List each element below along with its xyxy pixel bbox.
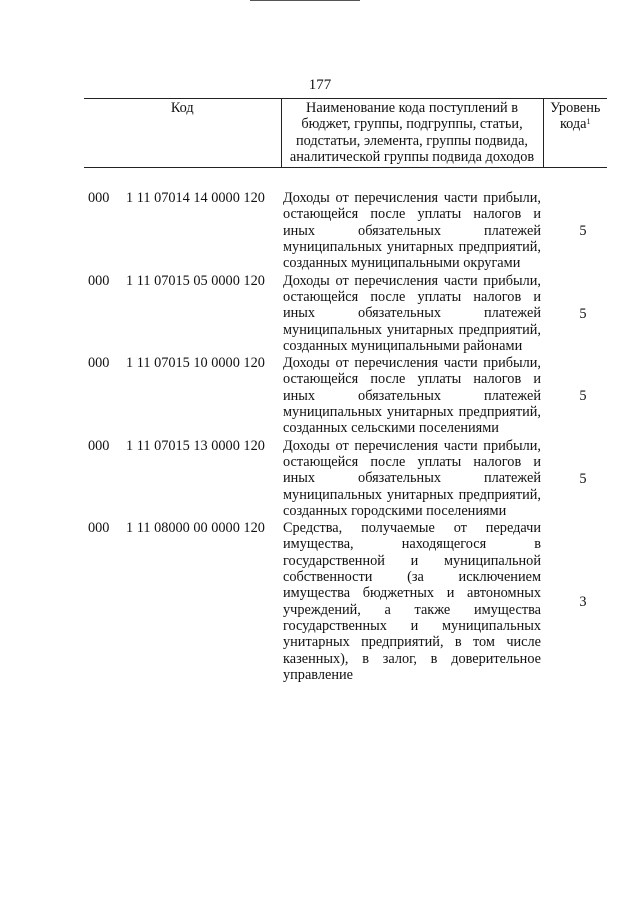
code-cell bbox=[84, 355, 281, 437]
table-body bbox=[84, 168, 607, 684]
revenue-code: 1 11 07015 10 0000 120 bbox=[126, 355, 265, 372]
table-header bbox=[84, 99, 607, 168]
name-cell: Доходы от перечисления части прибыли, остающейся после уплаты налогов и иных обязательных платежей муниципальных унитарных предприятий, созданных городскими поселениями bbox=[283, 437, 541, 519]
admin-code: 000 bbox=[88, 272, 110, 289]
admin-code: 000 bbox=[88, 437, 110, 454]
header-level-label: Уровень кода bbox=[550, 100, 601, 133]
name-cell: Доходы от перечисления части прибыли, остающейся после уплаты налогов и иных обязательных платежей муниципальных унитарных предприятий, созданных муниципальными районами bbox=[283, 272, 541, 354]
level-cell: 5 bbox=[579, 388, 587, 405]
table-row bbox=[84, 190, 607, 272]
table-row bbox=[84, 438, 607, 520]
name-cell: Доходы от перечисления части прибыли, остающейся после уплаты налогов и иных обязательных платежей муниципальных унитарных предприятий, созданных сельскими поселениями bbox=[283, 355, 541, 437]
code-cell bbox=[84, 273, 281, 355]
header-level bbox=[543, 99, 607, 168]
footnote-marker: 1 bbox=[586, 117, 591, 127]
table-row bbox=[84, 520, 607, 684]
table-row bbox=[84, 355, 607, 437]
level-cell: 5 bbox=[579, 305, 587, 322]
revenue-code: 1 11 07015 05 0000 120 bbox=[126, 272, 265, 289]
header-code: Код bbox=[84, 99, 281, 168]
admin-code: 000 bbox=[88, 520, 110, 537]
admin-code: 000 bbox=[88, 355, 110, 372]
code-cell bbox=[84, 520, 281, 684]
admin-code: 000 bbox=[88, 190, 110, 207]
code-cell bbox=[84, 438, 281, 520]
name-cell: Доходы от перечисления части прибыли, остающейся после уплаты налогов и иных обязательных платежей муниципальных унитарных предприятий, созданных муниципальными округами bbox=[283, 190, 541, 272]
level-cell: 5 bbox=[579, 470, 587, 487]
revenue-code: 1 11 07015 13 0000 120 bbox=[126, 437, 265, 454]
table-row bbox=[84, 273, 607, 355]
revenue-code: 1 11 07014 14 0000 120 bbox=[126, 190, 265, 207]
level-cell: 3 bbox=[579, 593, 587, 610]
scan-top-mark bbox=[250, 0, 360, 1]
level-cell: 5 bbox=[579, 223, 587, 240]
name-cell: Средства, получаемые от передачи имущества, находящегося в государственной и муниципальной собственности (за исключением имущества бюджетных и автономных учреждений, а также имущества государственных и муниципальных унитарных предприятий, в том числе казенных), в залог, в доверительное управление bbox=[283, 520, 541, 683]
revenue-codes-table bbox=[84, 98, 607, 684]
code-cell bbox=[84, 190, 281, 272]
header-name: Наименование кода поступлений в бюджет, группы, подгруппы, статьи, подстатьи, элемента, группы подвида, аналитической группы подвида доходов bbox=[281, 99, 543, 168]
revenue-code: 1 11 08000 00 0000 120 bbox=[126, 520, 265, 537]
page-number: 177 bbox=[308, 77, 332, 93]
